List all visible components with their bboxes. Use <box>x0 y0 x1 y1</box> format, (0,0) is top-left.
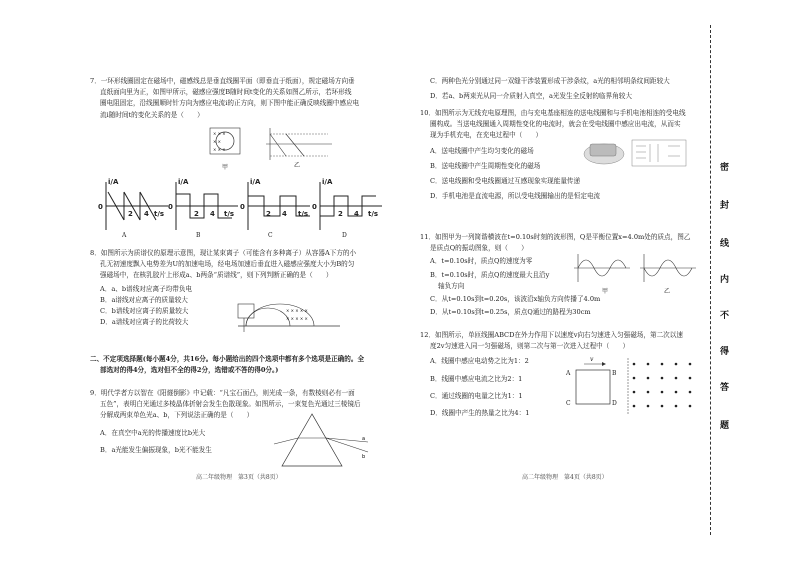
seal-char-5: 不 <box>720 311 730 321</box>
q7-option-c-graph <box>248 182 310 230</box>
svg-text:0: 0 <box>312 203 317 211</box>
q12-label-a: A <box>566 370 571 377</box>
q12-option-b[interactable]: B．线圈中感应电流之比为2：1 <box>430 374 523 383</box>
q7-option-b-graph <box>176 182 238 230</box>
svg-text:2: 2 <box>128 210 133 218</box>
q8-option-c[interactable]: C．b谱线对应离子的质量较大 <box>100 307 189 316</box>
svg-text:× × × × ×: × × × × × <box>286 308 308 313</box>
svg-text:× × × × ×: × × × × × <box>286 316 308 321</box>
q11-option-d[interactable]: D．从t=0.10s到t=0.25s，质点Q通过的路程为30cm <box>430 308 591 317</box>
svg-text:× × ×: × × × <box>213 131 226 136</box>
svg-text:0: 0 <box>168 203 173 211</box>
q8-option-d[interactable]: D．a谱线对应离子的比荷较大 <box>100 318 189 327</box>
svg-text:a: a <box>362 436 366 442</box>
seal-char-7: 答 <box>720 383 730 393</box>
svg-text:t/s: t/s <box>224 210 235 218</box>
svg-text:4: 4 <box>144 210 149 218</box>
svg-text:i/A: i/A <box>322 178 333 186</box>
q10-stem-2: 圈构成。当送电线圈通入周期性变化的电流时，就会在受电线圈中感应出电流，从而实 <box>430 120 681 129</box>
svg-text:2: 2 <box>338 210 343 218</box>
svg-text:0: 0 <box>98 203 103 211</box>
q9-prism-figure <box>272 412 372 468</box>
q8-option-a[interactable]: A．a、b谱线对应离子均带负电 <box>100 284 193 293</box>
q9-stem: 9．明代学者方以智在《阳燧倒影》中记载：“凡宝石面凸，则光成一条，有数棱则必有一面 <box>90 389 355 397</box>
section2-line1: 二、不定项选择题(每小题4分，共16分。每小题给出的四个选项中都有多个选项是正确的。全 <box>90 355 365 363</box>
seal-char-6: 得 <box>720 347 730 357</box>
q12-stem-2: 度2v匀速进入同一匀强磁场，则第二次与第一次进入过程中（ ） <box>430 342 630 351</box>
q9-option-c[interactable]: C．两种色光分别通过同一双缝干涉装置形成干涉条纹，a光的相邻明条纹间距较大 <box>430 77 670 85</box>
seal-char-1: 密 <box>720 163 730 173</box>
svg-text:i/A: i/A <box>178 178 189 186</box>
q12-coil-magnetic-field-figure <box>564 356 694 416</box>
seal-char-2: 封 <box>720 201 730 211</box>
svg-text:4: 4 <box>210 210 215 218</box>
q10-option-d[interactable]: D．手机电池是直流电源，所以受电线圈输出的是恒定电流 <box>430 192 601 201</box>
q7-figure-coil-and-b-graph <box>208 126 338 164</box>
q12-label-d: D <box>612 400 617 407</box>
q7-option-d[interactable]: D <box>342 232 347 239</box>
q7-option-a[interactable]: A <box>122 232 127 239</box>
left-page-text <box>90 76 410 121</box>
q10-option-c[interactable]: C．送电线圈和受电线圈通过互感现象实现能量传递 <box>430 177 581 186</box>
q7-option-c[interactable]: C <box>268 232 273 239</box>
q8-stem-3: 强磁场中，在核乳胶片上形成a、b两条“质谱线”，则下列判断正确的是（ ） <box>100 271 333 280</box>
q9-option-a[interactable]: A．在真空中a光的传播速度比b光大 <box>100 428 206 437</box>
q11-label-jia: 甲 <box>602 288 609 295</box>
q12-option-c[interactable]: C．通过线圈的电量之比为1：1 <box>430 391 523 400</box>
q12-option-a[interactable]: A．线圈中感应电动势之比为1：2 <box>430 357 529 366</box>
q10-wireless-charger-figure <box>580 136 690 168</box>
q7-option-a-graph <box>106 182 168 230</box>
q8-stem-2: 孔无初速度飘入电势差为U的加速电场，经电场加速后垂直进入磁感应强度大小为B的匀 <box>100 260 355 269</box>
left-page-footer: 高二年级物理 第3页（共8页） <box>196 474 282 481</box>
svg-text:2: 2 <box>194 210 199 218</box>
q12-label-b: B <box>612 370 617 377</box>
q12-label-c: C <box>566 400 571 407</box>
seal-char-8: 题 <box>720 421 730 431</box>
seal-char-4: 内 <box>720 275 730 285</box>
svg-text:b: b <box>362 454 366 460</box>
svg-text:t/s: t/s <box>154 210 165 218</box>
q11-waveform-graph <box>574 254 630 282</box>
q7-label-jia: 甲 <box>222 164 229 171</box>
svg-text:4: 4 <box>354 210 359 218</box>
q7-coil-diagram <box>210 128 240 154</box>
q9-option-b[interactable]: B．a光能发生偏振现象，b光不能发生 <box>100 445 212 454</box>
q7-stem-2: 直纸面向里为正，如图甲所示，磁感应强度B随时间t变化的关系如图乙所示，若环形线 <box>100 88 352 97</box>
q7-option-graphs <box>98 176 388 232</box>
svg-text:2: 2 <box>266 210 271 218</box>
q10-stem: 10．如图所示为无线充电原理图，由与充电基座相连的送电线圈和与手机电池相连的受电线 <box>420 109 686 117</box>
q11-wave-figures <box>570 252 698 286</box>
q9-option-d[interactable]: D．若a、b两束光从同一介质射入真空，a光发生全反射的临界角较大 <box>430 92 632 101</box>
q7-option-b[interactable]: B <box>196 232 201 239</box>
q11-stem-2: 是质点Q的振动图象，则（ ） <box>430 244 528 253</box>
right-page-text <box>420 76 710 102</box>
q11-label-yi: 乙 <box>664 288 671 295</box>
q8-stem: 8．如图所示为质谱仪的原理示意图，现让某束离子（可能含有多种离子）从容器A下方的小 <box>90 249 357 257</box>
q11-option-b-cont: 轴负方向 <box>438 281 465 290</box>
q11-option-b[interactable]: B．t=0.10s时，质点Q的速度最大且沿y <box>430 270 550 279</box>
q7-stem-4: 流i随时间t的变化关系的是（ ） <box>100 110 204 119</box>
q11-option-c[interactable]: C．从t=0.10s到t=0.20s，该波沿x轴负方向传播了4.0m <box>430 295 601 304</box>
svg-text:0: 0 <box>240 203 245 211</box>
q9-stem-3: 分解成两束单色光a、b，下列说法正确的是（ ） <box>100 411 254 420</box>
q7-label-yi: 乙 <box>294 162 301 169</box>
q11-option-a[interactable]: A．t=0.10s时，质点Q的速度为零 <box>430 257 533 266</box>
right-page-footer: 高二年级物理 第4页（共8页） <box>522 474 608 481</box>
q11-stem: 11．如图甲为一列简谐横波在t=0.10s时刻的波形图，Q是平衡位置x=4.0m处的质点，图乙 <box>420 233 691 241</box>
svg-text:t/s: t/s <box>368 210 379 218</box>
q10-option-a[interactable]: A．送电线圈中产生均匀变化的磁场 <box>430 146 534 155</box>
svg-text:× × ×: × × × <box>213 147 226 152</box>
q8-mass-spectrometer-figure <box>236 298 344 340</box>
q7-stem-3: 圈电阻固定，沿线圈顺时针方向为感应电流i的正方向，则下图中能正确反映线圈中感应电 <box>100 99 360 108</box>
section-2-heading <box>90 354 414 376</box>
svg-text:4: 4 <box>282 210 287 218</box>
q12-option-d[interactable]: D．线圈中产生的热量之比为4：1 <box>430 409 530 418</box>
seal-dashed-line <box>710 25 711 535</box>
q11-vibration-graph <box>640 254 696 282</box>
svg-text:× ×: × × <box>213 139 221 144</box>
q9-stem-2: 五色”，表明白光通过多棱晶体折射会发生色散现象。如图所示，一束复色光通过三棱镜后 <box>100 400 361 409</box>
q8-option-b[interactable]: B．a谱线对应离子的质量较大 <box>100 295 188 304</box>
q10-stem-3: 现为手机充电，在充电过程中（ ） <box>430 131 543 140</box>
q7-stem: 7．一环形线圈固定在磁场中，磁感线总是垂直线圈平面（即垂直于纸面），规定磁场方向垂 <box>90 77 355 85</box>
seal-char-3: 线 <box>720 239 730 249</box>
q7-b-t-graph <box>266 128 332 160</box>
q10-option-b[interactable]: B．送电线圈中产生周期性变化的磁场 <box>430 161 541 170</box>
section2-line2: 部选对的得4分，选对但不全的得2分，选错或不答的得0分。) <box>100 366 279 375</box>
q7-option-d-graph <box>320 182 382 230</box>
q12-label-v: v <box>590 356 594 363</box>
svg-text:i/A: i/A <box>108 178 119 186</box>
q12-stem: 12．如图所示，单匝线圈ABCD在外力作用下以速度v向右匀速进入匀强磁场，第二次以速 <box>420 331 683 339</box>
svg-text:i/A: i/A <box>250 178 261 186</box>
svg-text:t/s: t/s <box>298 210 309 218</box>
